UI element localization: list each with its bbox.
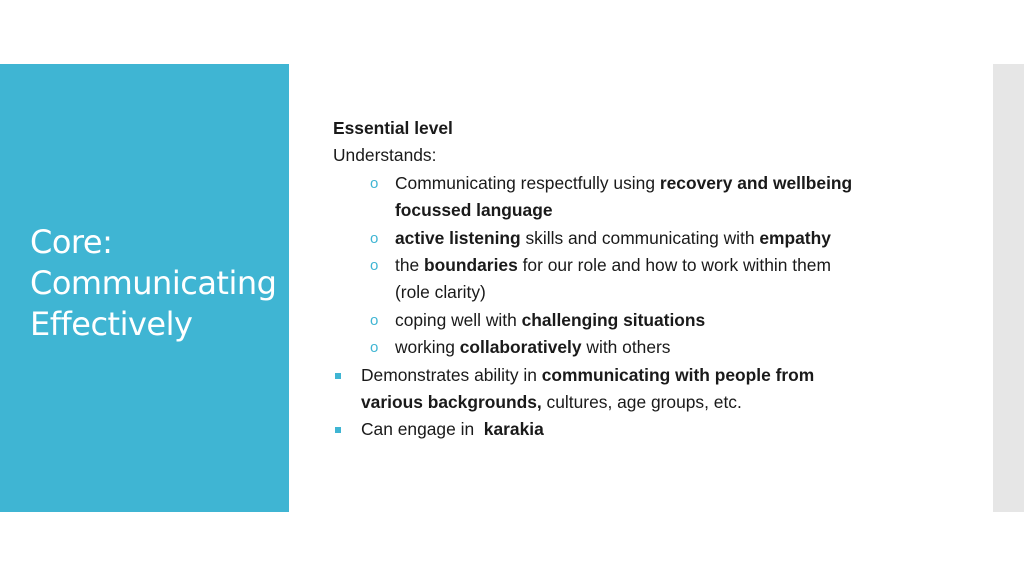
scrollbar-track xyxy=(993,64,1024,512)
understands-label: Understands: xyxy=(333,145,437,166)
hollow-circle-bullet-icon: o xyxy=(370,229,379,247)
list-item: o active listening skills and communicating with empathy xyxy=(333,225,953,252)
list-item-continuation: various backgrounds, cultures, age groups, etc. xyxy=(361,392,742,413)
list-item: o coping well with challenging situations xyxy=(333,307,953,334)
slide-title-line-1: Core: xyxy=(30,223,113,261)
list-item: Demonstrates ability in communicating with people from xyxy=(333,362,953,389)
list-item-continuation: focussed language xyxy=(395,200,553,221)
slide-title-line-3: Effectively xyxy=(30,305,193,343)
list-item-continuation: (role clarity) xyxy=(395,282,486,303)
list-item: Can engage in karakia xyxy=(333,416,953,443)
hollow-circle-bullet-icon: o xyxy=(370,311,379,329)
essential-level-heading: Essential level xyxy=(333,118,453,138)
list-item: o the boundaries for our role and how to work within them xyxy=(333,252,953,279)
list-item: o working collaboratively with others xyxy=(333,334,953,361)
square-bullet-icon xyxy=(335,427,341,433)
slide-title xyxy=(30,222,285,345)
hollow-circle-bullet-icon: o xyxy=(370,257,379,275)
slide-title-line-2: Communicating xyxy=(30,264,277,302)
square-bullet-icon xyxy=(335,373,341,379)
slide-content xyxy=(333,115,953,444)
hollow-circle-bullet-icon: o xyxy=(370,174,379,192)
hollow-circle-bullet-icon: o xyxy=(370,339,379,357)
list-item: o Communicating respectfully using recovery and wellbeing xyxy=(333,170,953,197)
